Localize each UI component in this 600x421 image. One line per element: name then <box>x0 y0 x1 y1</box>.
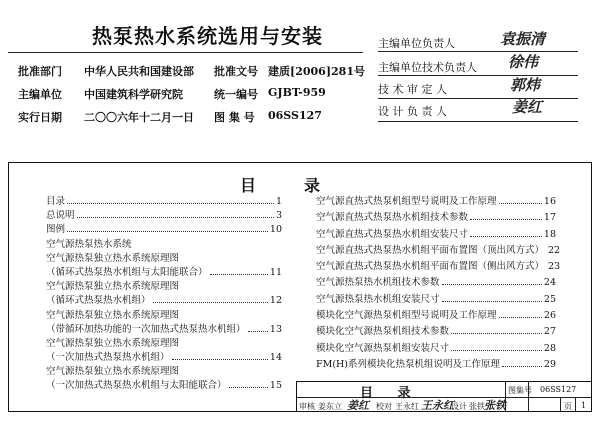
toc-leader <box>229 386 268 388</box>
toc-entry-page: 26 <box>543 310 556 322</box>
toc-entry-text: （带循环加热功能的一次加热式热泵热水机组） <box>46 323 246 335</box>
check-label: 校对 <box>376 402 392 411</box>
toc-entry[interactable] <box>46 349 282 363</box>
toc-entry[interactable] <box>316 209 556 225</box>
design-name: 张铁 <box>469 402 485 411</box>
toc-entry[interactable] <box>316 258 561 274</box>
toc-entry[interactable] <box>316 291 556 307</box>
toc-leader <box>499 316 542 318</box>
review-signature: 姜红 <box>347 399 369 412</box>
toc-leader <box>67 230 268 232</box>
toc-entry-text: 空气源直热式热泵热水机组安装尺寸 <box>316 228 469 240</box>
page-value: 1 <box>581 401 587 410</box>
toc-leader <box>67 202 274 204</box>
toc-entry-text: （循环式热泵热水机组） <box>46 295 151 307</box>
toc-entry-text: 空气源热泵独立热水系统原理图 <box>46 309 180 321</box>
header-rule <box>8 52 363 53</box>
toc-leader <box>470 218 542 220</box>
chief-unit-value: 中国建筑科学研究院 <box>84 88 183 101</box>
document-title: 热泵热水系统选用与安装 <box>92 24 323 48</box>
toc-entry-text: 空气源直热式热泵热水机组平面布置图（侧出风方式） <box>316 261 545 273</box>
signature-mark: 徐伟 <box>508 53 539 71</box>
toc-entry[interactable] <box>316 340 556 356</box>
toc-leader <box>248 330 268 332</box>
chief-unit-label: 主编单位 <box>18 88 62 101</box>
toc-entry-text: 空气源直热式热泵机组型号说明及工作原理 <box>316 196 497 207</box>
toc-entry-page: 13 <box>269 323 282 335</box>
title-block-atlas-value: 06SS127 <box>540 385 577 394</box>
toc-section-heading <box>46 236 282 250</box>
page-label: 页 <box>564 402 572 411</box>
signature-rule <box>378 75 578 76</box>
check-signature: 王永红 <box>421 399 454 412</box>
toc-entry-page: 27 <box>543 326 556 338</box>
toc-leader <box>153 301 268 303</box>
design-signature: 张铁 <box>484 399 506 412</box>
responsible-label: 主编单位负责人 <box>378 37 455 50</box>
toc-entry-text: 图例 <box>46 224 66 236</box>
toc-entry-text: 空气源热泵独立热水系统原理图 <box>46 366 180 378</box>
toc-entry-page: 3 <box>275 210 282 222</box>
toc-entry[interactable] <box>46 321 282 335</box>
toc-leader <box>77 216 274 218</box>
toc-entry-text: 空气源热泵热水机组安装尺寸 <box>316 293 440 305</box>
toc-entry-page: 1 <box>275 196 282 207</box>
toc-entry-text: 空气源热泵独立热水系统原理图 <box>46 252 180 264</box>
toc-leader <box>502 365 542 367</box>
title-block-atlas-label: 图集号 <box>508 386 532 395</box>
impl-date-label: 实行日期 <box>18 111 62 124</box>
toc-entry-text: （一次加热式热泵热水机组） <box>46 352 170 364</box>
toc-entry[interactable] <box>46 207 282 221</box>
toc-entry-page: 11 <box>269 266 282 278</box>
toc-entry-page: 28 <box>543 342 556 354</box>
toc-entry[interactable] <box>46 307 282 321</box>
responsible-label: 主编单位技术负责人 <box>378 61 477 74</box>
toc-entry[interactable] <box>46 221 282 235</box>
title-block-divider <box>560 397 561 412</box>
toc-entry-page: 14 <box>269 352 282 364</box>
toc-entry-text: 模块化空气源热泵机组型号说明及工作原理 <box>316 310 497 322</box>
toc-leader <box>470 235 542 237</box>
toc-entry-text: FM(H)系列模块化热泵机组说明及工作原理 <box>316 358 501 370</box>
toc-entry[interactable] <box>46 278 282 292</box>
check-name: 王永红 <box>395 402 419 411</box>
toc-entry[interactable] <box>46 250 282 264</box>
atlas-no-value: 06SS127 <box>268 109 322 122</box>
toc-entry-text: 空气源直热式热泵热水机组平面布置图（顶出风方式） <box>316 244 545 256</box>
toc-entry[interactable] <box>316 323 556 339</box>
signature-rule <box>378 51 578 52</box>
toc-entry[interactable] <box>46 335 282 349</box>
title-block-name: 目 录 <box>360 386 421 401</box>
review-label: 审核 <box>299 402 315 411</box>
unified-no-value: GJBT-959 <box>268 86 326 99</box>
toc-leader <box>442 283 542 285</box>
toc-entry[interactable] <box>46 264 282 278</box>
toc-entry[interactable] <box>46 363 282 377</box>
toc-entry[interactable] <box>46 193 282 207</box>
atlas-no-label: 图 集 号 <box>214 111 255 124</box>
toc-entry-text: 空气源热泵独立热水系统原理图 <box>46 337 180 349</box>
toc-entry-page: 12 <box>269 295 282 307</box>
signature-mark: 袁振清 <box>500 30 546 48</box>
responsible-label: 技 术 审 定 人 <box>378 83 447 96</box>
toc-leader <box>451 349 542 351</box>
approval-no-value: 建质[2006]281号 <box>268 65 365 78</box>
toc-entry-text: 空气源热泵独立热水系统原理图 <box>46 281 180 293</box>
toc-entry-text: （一次加热式热泵热水机组与太阳能联合） <box>46 380 227 392</box>
toc-entry[interactable] <box>316 226 556 242</box>
toc-entry-page: 15 <box>269 380 282 392</box>
toc-entry[interactable] <box>46 377 282 391</box>
toc-entry-page: 24 <box>543 277 556 289</box>
toc-entry-text: 模块化空气源热泵机组安装尺寸 <box>316 342 450 354</box>
signature-rule <box>378 121 578 122</box>
toc-entry-page: 22 <box>548 244 561 256</box>
toc-entry-text: 空气源直热式热泵热水机组技术参数 <box>316 212 469 224</box>
title-block-divider <box>575 397 576 412</box>
responsible-label: 设 计 负 责 人 <box>378 105 447 118</box>
toc-entry-text: 目录 <box>46 196 66 207</box>
toc-entry-page: 17 <box>543 212 556 224</box>
toc-entry-page: 10 <box>269 224 282 236</box>
toc-entry-page: 18 <box>543 228 556 240</box>
approving-dept-value: 中华人民共和国建设部 <box>84 65 194 78</box>
review-name: 姜东立 <box>318 402 342 411</box>
toc-entry-text: （循环式热泵热水机组与太阳能联合） <box>46 266 208 278</box>
toc-entry-text: 总说明 <box>46 210 75 222</box>
toc-title: 目录 <box>240 176 369 195</box>
signature-rule <box>378 98 578 99</box>
unified-no-label: 统一编号 <box>214 88 258 101</box>
toc-leader <box>499 202 542 204</box>
toc-entry-page: 25 <box>543 293 556 305</box>
toc-leader <box>442 300 542 302</box>
approving-dept-label: 批准部门 <box>18 65 62 78</box>
toc-entry-text: 空气源热泵热水系统 <box>46 238 132 250</box>
toc-right-column <box>316 193 561 372</box>
toc-entry[interactable] <box>316 274 556 290</box>
toc-entry[interactable] <box>316 242 561 258</box>
toc-entry[interactable] <box>46 292 282 306</box>
toc-entry-text: 模块化空气源热泵机组技术参数 <box>316 326 450 338</box>
toc-entry-text: 空气源热泵热水机组技术参数 <box>316 277 440 289</box>
approval-no-label: 批准文号 <box>214 65 258 78</box>
toc-leader <box>172 358 268 360</box>
signature-mark: 郭炜 <box>510 76 541 94</box>
signature-mark: 姜红 <box>512 98 543 116</box>
toc-entry-page: 29 <box>543 358 556 370</box>
toc-entry-page: 23 <box>548 261 561 273</box>
toc-leader <box>451 332 542 334</box>
toc-entry[interactable] <box>316 193 556 209</box>
design-label: 设计 <box>451 402 467 411</box>
toc-entry-page: 16 <box>543 196 556 207</box>
toc-left-column <box>46 193 282 392</box>
impl-date-value: 二〇〇六年十二月一日 <box>84 111 194 124</box>
toc-entry[interactable] <box>316 307 556 323</box>
toc-entry[interactable] <box>316 356 556 372</box>
toc-leader <box>210 273 268 275</box>
